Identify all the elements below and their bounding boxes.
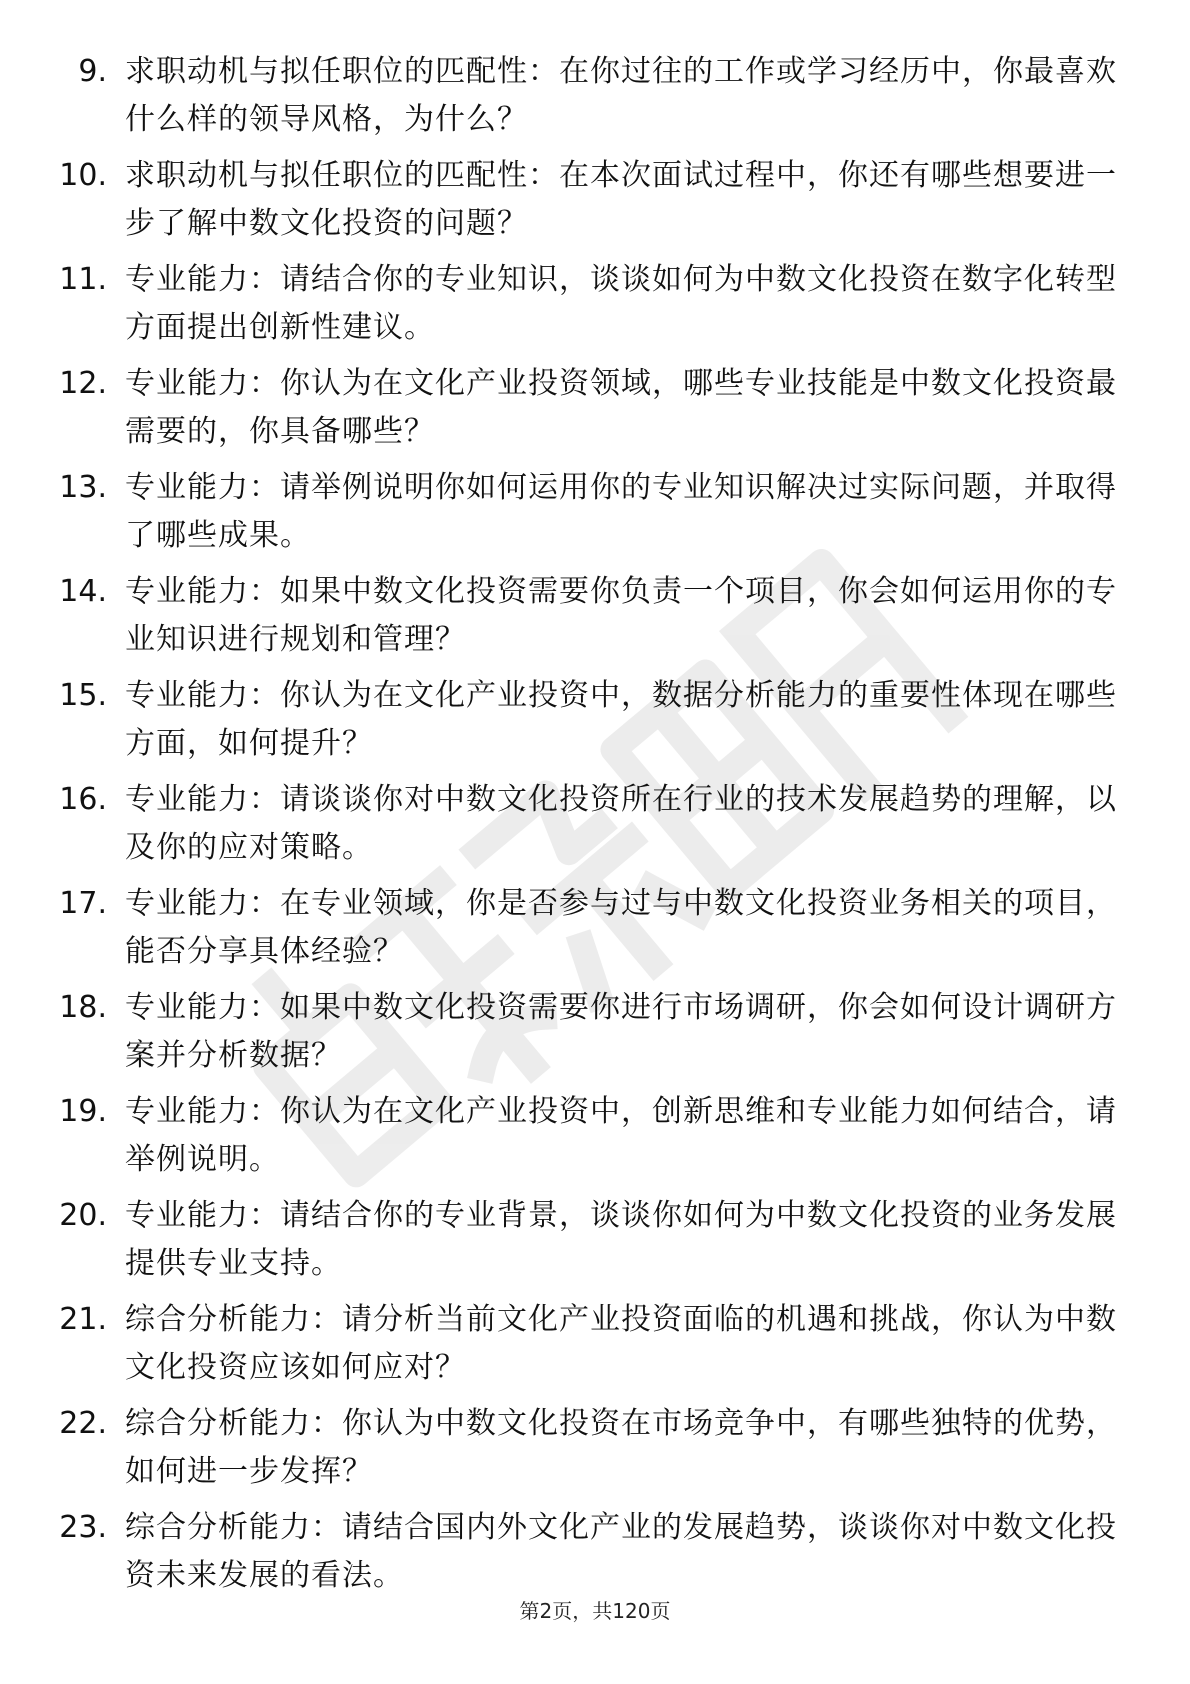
question-number: 12. — [59, 366, 107, 401]
question-item — [0, 1296, 1190, 1400]
question-number: 13. — [59, 470, 107, 505]
question-number: 17. — [59, 886, 107, 921]
question-text: 专业能力：请谈谈你对中数文化投资所在行业的技术发展趋势的理解，以及你的应对策略。 — [125, 782, 1117, 865]
question-number: 20. — [59, 1198, 107, 1233]
question-item — [0, 256, 1190, 360]
question-text: 专业能力：如果中数文化投资需要你进行市场调研，你会如何设计调研方案并分析数据？ — [125, 990, 1117, 1073]
question-item — [0, 568, 1190, 672]
question-item — [0, 1192, 1190, 1296]
question-item — [0, 152, 1190, 256]
question-item — [0, 880, 1190, 984]
page-number-footer: 第2页，共120页 — [519, 1599, 671, 1623]
question-text: 专业能力：请举例说明你如何运用你的专业知识解决过实际问题，并取得了哪些成果。 — [125, 470, 1117, 553]
question-text: 综合分析能力：你认为中数文化投资在市场竞争中，有哪些独特的优势，如何进一步发挥？ — [125, 1406, 1117, 1489]
question-number: 19. — [59, 1094, 107, 1129]
question-text: 专业能力：在专业领域，你是否参与过与中数文化投资业务相关的项目，能否分享具体经验？ — [125, 886, 1117, 969]
question-text: 综合分析能力：请分析当前文化产业投资面临的机遇和挑战，你认为中数文化投资应该如何应对？ — [125, 1302, 1117, 1385]
question-text: 综合分析能力：请结合国内外文化产业的发展趋势，谈谈你对中数文化投资未来发展的看法。 — [125, 1510, 1117, 1593]
question-item — [0, 464, 1190, 568]
question-item — [0, 1088, 1190, 1192]
question-text: 专业能力：你认为在文化产业投资中，数据分析能力的重要性体现在哪些方面，如何提升？ — [125, 678, 1117, 761]
question-number: 23. — [59, 1510, 107, 1545]
question-number: 15. — [59, 678, 107, 713]
question-number: 11. — [59, 262, 107, 297]
question-text: 求职动机与拟任职位的匹配性：在本次面试过程中，你还有哪些想要进一步了解中数文化投资的问题？ — [125, 158, 1117, 241]
question-number: 18. — [59, 990, 107, 1025]
question-number: 16. — [59, 782, 107, 817]
question-number: 21. — [59, 1302, 107, 1337]
question-text: 专业能力：请结合你的专业知识，谈谈如何为中数文化投资在数字化转型方面提出创新性建议。 — [125, 262, 1117, 345]
question-item — [0, 672, 1190, 776]
question-text: 求职动机与拟任职位的匹配性：在你过往的工作或学习经历中，你最喜欢什么样的领导风格，为什么？ — [125, 54, 1117, 137]
question-number: 22. — [59, 1406, 107, 1441]
question-item — [0, 48, 1190, 152]
question-list — [0, 48, 1190, 1608]
question-item — [0, 776, 1190, 880]
question-item — [0, 984, 1190, 1088]
question-text: 专业能力：你认为在文化产业投资中，创新思维和专业能力如何结合，请举例说明。 — [125, 1094, 1117, 1177]
question-text: 专业能力：你认为在文化产业投资领域，哪些专业技能是中数文化投资最需要的，你具备哪些？ — [125, 366, 1117, 449]
question-item — [0, 1504, 1190, 1608]
question-item — [0, 1400, 1190, 1504]
question-text: 专业能力：如果中数文化投资需要你负责一个项目，你会如何运用你的专业知识进行规划和管理？ — [125, 574, 1117, 657]
question-item — [0, 360, 1190, 464]
question-text: 专业能力：请结合你的专业背景，谈谈你如何为中数文化投资的业务发展提供专业支持。 — [125, 1198, 1117, 1281]
question-number: 9. — [78, 54, 107, 89]
question-number: 10. — [59, 158, 107, 193]
question-number: 14. — [59, 574, 107, 609]
